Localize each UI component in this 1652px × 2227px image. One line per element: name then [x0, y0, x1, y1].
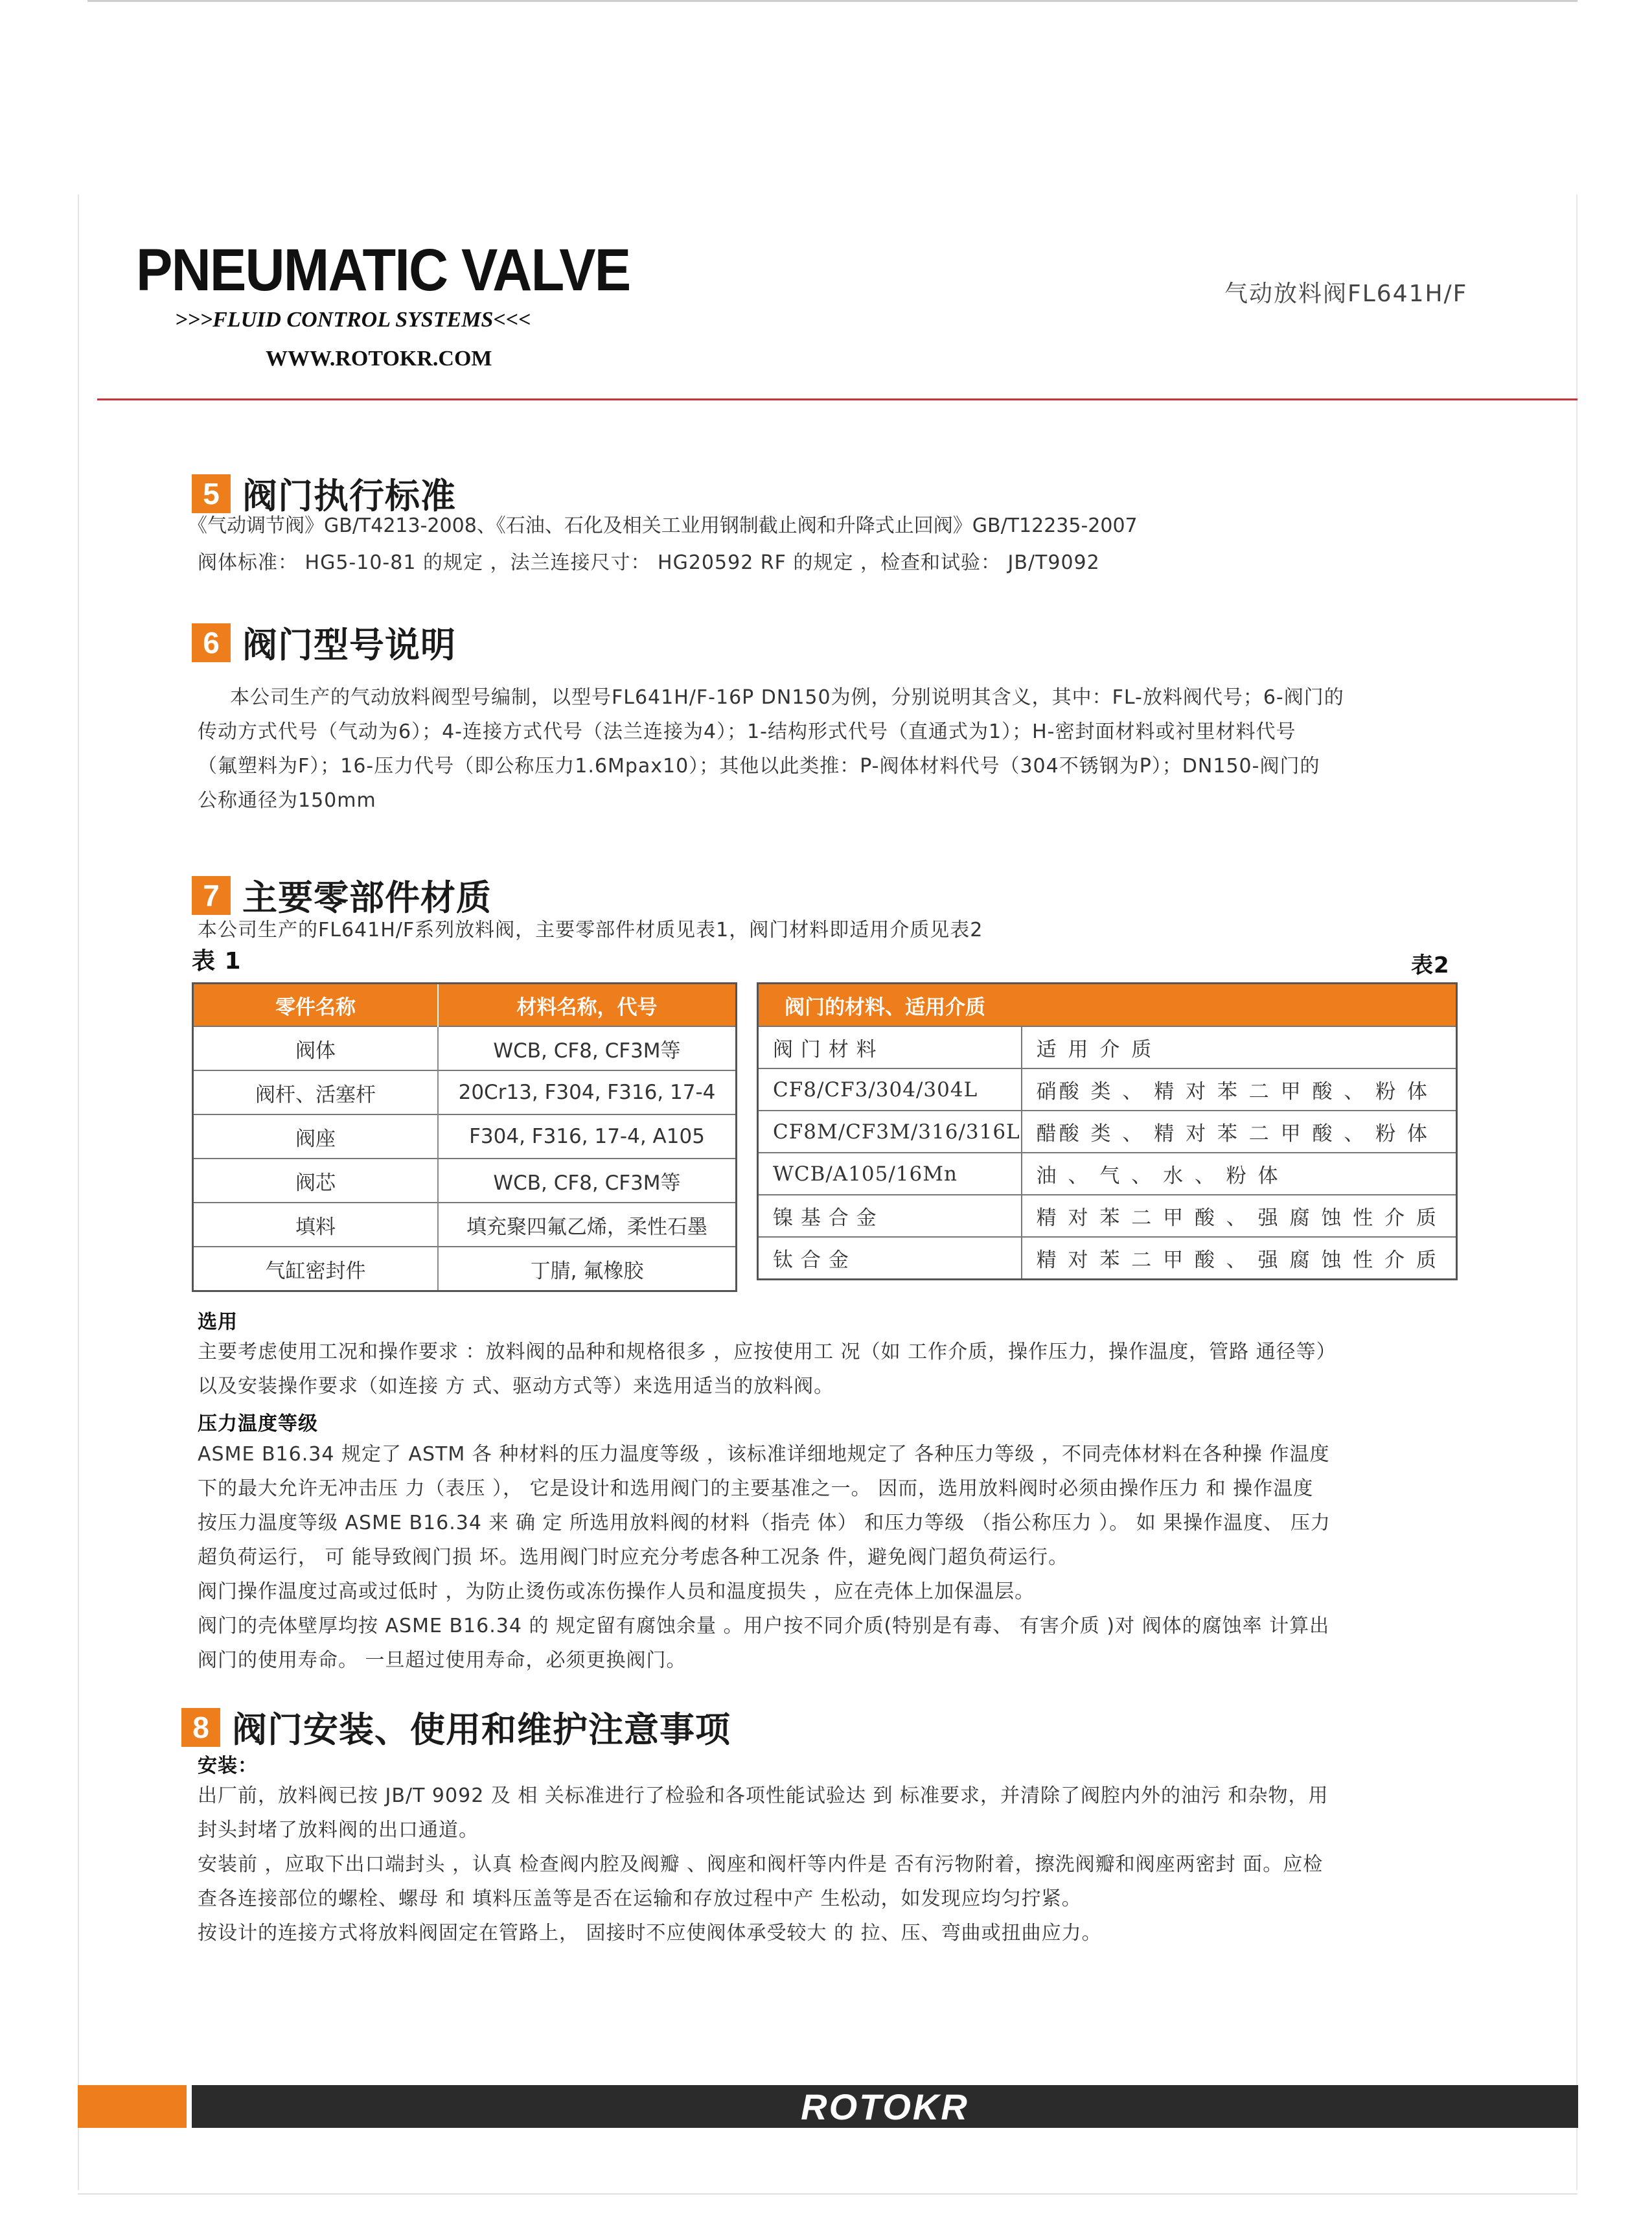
paragraph-line: 超负荷运行， 可 能导致阀门损 坏。选用阀门时应充分考虑各种工况条 件，避免阀门超负荷运行。 — [198, 1546, 1069, 1569]
table-row — [758, 1026, 1457, 1068]
paragraph-line: 出厂前，放料阀已按 JB/T 9092 及 相 关标准进行了检验和各项性能试验达 到 标准要求，并清除了阀腔内外的油污 和杂物，用 — [198, 1784, 1329, 1807]
valve-material: CF8/CF3/304/304L — [758, 1068, 1022, 1111]
valve-material: CF8M/CF3M/316/316L — [758, 1111, 1022, 1153]
column-header: 材料名称，代号 — [438, 984, 737, 1027]
table-row — [193, 1026, 737, 1070]
section-title: 阀门安装、使用和维护注意事项 — [232, 1709, 731, 1750]
table-1-label: 表 1 — [192, 948, 242, 975]
part-name: 阀芯 — [193, 1159, 439, 1203]
table-header: 阀门的材料、适用介质 — [758, 984, 1457, 1027]
part-material: WCB, CF8, CF3M等 — [438, 1026, 737, 1070]
table-2-label: 表2 — [1411, 952, 1450, 978]
valve-material: 阀 门 材 料 — [758, 1026, 1022, 1068]
pressure-text — [198, 1437, 1331, 1678]
valve-material: 钛 合 金 — [758, 1237, 1022, 1280]
paragraph-line: 阀门操作温度过高或过低时 ，为防止烫伤或冻伤操作人员和温度损失 ，应在壳体上加保温层。 — [198, 1580, 1035, 1603]
section-7-heading — [192, 870, 492, 920]
table-row — [193, 1070, 737, 1114]
paragraph-line: 按设计的连接方式将放料阀固定在管路上， 固接时不应使阀体承受较大 的 拉、压、弯曲或扭曲应力。 — [198, 1922, 1102, 1944]
paragraph-line: 公称通径为150mm — [198, 789, 376, 812]
selection-title: 选用 — [198, 1311, 238, 1333]
applicable-media: 精 对 苯 二 甲 酸 、 强 腐 蚀 性 介 质 — [1022, 1237, 1457, 1280]
bottom-border — [78, 2193, 1577, 2195]
valve-material: 镍 基 合 金 — [758, 1195, 1022, 1237]
paragraph-line: 封头封堵了放料阀的出口通道。 — [198, 1819, 479, 1841]
table-header-row — [193, 984, 737, 1027]
section-number: 7 — [192, 876, 231, 915]
footer-accent — [78, 2085, 187, 2128]
section-8-heading — [181, 1702, 731, 1752]
brand-url: WWW.ROTOKR.COM — [266, 347, 492, 371]
materials-intro: 本公司生产的FL641H/F系列放料阀，主要零部件材质见表1，阀门材料即适用介质见表2 — [198, 919, 983, 941]
part-material: F304, F316, 17-4, A105 — [438, 1114, 737, 1159]
applicable-media: 油 、 气 、 水 、 粉 体 — [1022, 1153, 1457, 1195]
part-name: 气缸密封件 — [193, 1247, 439, 1291]
product-code: 气动放料阀FL641H/F — [1224, 281, 1468, 307]
paragraph-line: 以及安装操作要求（如连接 方 式、驱动方式等）来选用适当的放料阀。 — [198, 1375, 834, 1398]
install-title: 安装： — [198, 1755, 258, 1777]
install-text — [198, 1779, 1329, 1950]
section-6-heading — [192, 617, 456, 667]
column-header: 零件名称 — [193, 984, 439, 1027]
selection-text — [198, 1335, 1337, 1403]
section-title: 主要零部件材质 — [242, 877, 492, 918]
top-border — [87, 0, 1577, 2]
section-number: 6 — [192, 623, 231, 662]
brand-subtitle: >>>FLUID CONTROL SYSTEMS<<< — [175, 308, 531, 332]
part-material: WCB, CF8, CF3M等 — [438, 1159, 737, 1203]
footer-brand: ROTOKR — [801, 2086, 969, 2127]
part-material: 丁腈, 氟橡胶 — [438, 1247, 737, 1291]
valve-material: WCB/A105/16Mn — [758, 1153, 1022, 1195]
table-header-row — [758, 984, 1457, 1027]
paragraph-line: 阀门的使用寿命。 一旦超过使用寿命，必须更换阀门。 — [198, 1649, 687, 1672]
table-row — [193, 1203, 737, 1247]
table-row — [758, 1237, 1457, 1280]
material-media-table — [757, 982, 1458, 1280]
applicable-media: 适 用 介 质 — [1022, 1026, 1457, 1068]
table-row — [758, 1111, 1457, 1153]
part-material: 填充聚四氟乙烯，柔性石墨 — [438, 1203, 737, 1247]
paragraph-line: 主要考虑使用工况和操作要求 ：放料阀的品种和规格很多 ，应按使用工 况（如 工作介质，操作压力，操作温度，管路 通径等） — [198, 1341, 1337, 1363]
brand-title: PNEUMATIC VALVE — [136, 237, 630, 303]
section-number: 8 — [181, 1708, 220, 1747]
paragraph-line: 传动方式代号（气动为6）；4-连接方式代号（法兰连接为4）；1-结构形式代号（直通式为1）；H-密封面材料或衬里材料代号 — [198, 721, 1296, 743]
part-name: 阀杆、活塞杆 — [193, 1070, 439, 1114]
header-divider — [97, 398, 1577, 400]
table-row — [193, 1247, 737, 1291]
part-material: 20Cr13, F304, F316, 17-4 — [438, 1070, 737, 1114]
part-name: 阀座 — [193, 1114, 439, 1159]
table-row — [758, 1195, 1457, 1237]
standards-line-2: 阀体标准： HG5-10-81 的规定 ，法兰连接尺寸： HG20592 RF 的规定 ，检查和试验： JB/T9092 — [198, 551, 1100, 574]
paragraph-line: 下的最大允许无冲击压 力（表压 ）， 它是设计和选用阀门的主要基准之一。 因而，选用放料阀时必须由操作压力 和 操作温度 — [198, 1477, 1314, 1500]
table-row — [193, 1159, 737, 1203]
table-row — [758, 1153, 1457, 1195]
model-description — [198, 680, 1344, 818]
left-border — [78, 194, 79, 2190]
paragraph-line: 本公司生产的气动放料阀型号编制，以型号FL641H/F-16P DN150为例，分别说明其含义，其中：FL-放料阀代号；6-阀门的 — [230, 686, 1344, 709]
standards-line-1: 《气动调节阀》GB/T4213-2008、《石油、石化及相关工业用钢制截止阀和升降式止回阀》GB/T12235-2007 — [188, 514, 1138, 537]
part-name: 阀体 — [193, 1026, 439, 1070]
parts-material-table — [192, 982, 737, 1292]
part-name: 填料 — [193, 1203, 439, 1247]
paragraph-line: 安装前 ，应取下出口端封头 ，认真 检查阀内腔及阀瓣 、阀座和阀杆等内件是 否有污物附着，擦洗阀瓣和阀座两密封 面。应检 — [198, 1853, 1324, 1876]
paragraph-line: ASME B16.34 规定了 ASTM 各 种材料的压力温度等级 ，该标准详细地规定了 各种压力等级 ，不同壳体材料在各种操 作温度 — [198, 1443, 1330, 1466]
applicable-media: 醋酸 类 、 精 对 苯 二 甲 酸 、 粉 体 — [1022, 1111, 1457, 1153]
table-row — [758, 1068, 1457, 1111]
applicable-media: 精 对 苯 二 甲 酸 、 强 腐 蚀 性 介 质 — [1022, 1195, 1457, 1237]
section-number: 5 — [192, 474, 231, 513]
table-row — [193, 1114, 737, 1159]
pressure-title: 压力温度等级 — [198, 1413, 318, 1435]
applicable-media: 硝酸 类 、 精 对 苯 二 甲 酸 、 粉 体 — [1022, 1068, 1457, 1111]
paragraph-line: 阀门的壳体壁厚均按 ASME B16.34 的 规定留有腐蚀余量 。用户按不同介质(特别是有毒、 有害介质 )对 阀体的腐蚀率 计算出 — [198, 1615, 1330, 1637]
paragraph-line: 查各连接部位的螺栓、螺母 和 填料压盖等是否在运输和存放过程中产 生松动，如发现应均匀拧紧。 — [198, 1887, 1082, 1910]
paragraph-line: 按压力温度等级 ASME B16.34 来 确 定 所选用放料阀的材料（指壳 体） 和压力等级 （指公称压力 ）。 如 果操作温度、 压力 — [198, 1512, 1331, 1534]
right-border — [1576, 194, 1577, 2190]
section-title: 阀门型号说明 — [242, 625, 456, 665]
section-title: 阀门执行标准 — [242, 476, 456, 516]
footer-bar — [192, 2085, 1578, 2128]
paragraph-line: （氟塑料为F）；16-压力代号（即公称压力1.6Mpax10）；其他以此类推：P-阀体材料代号（304不锈钢为P）；DN150-阀门的 — [198, 755, 1320, 778]
